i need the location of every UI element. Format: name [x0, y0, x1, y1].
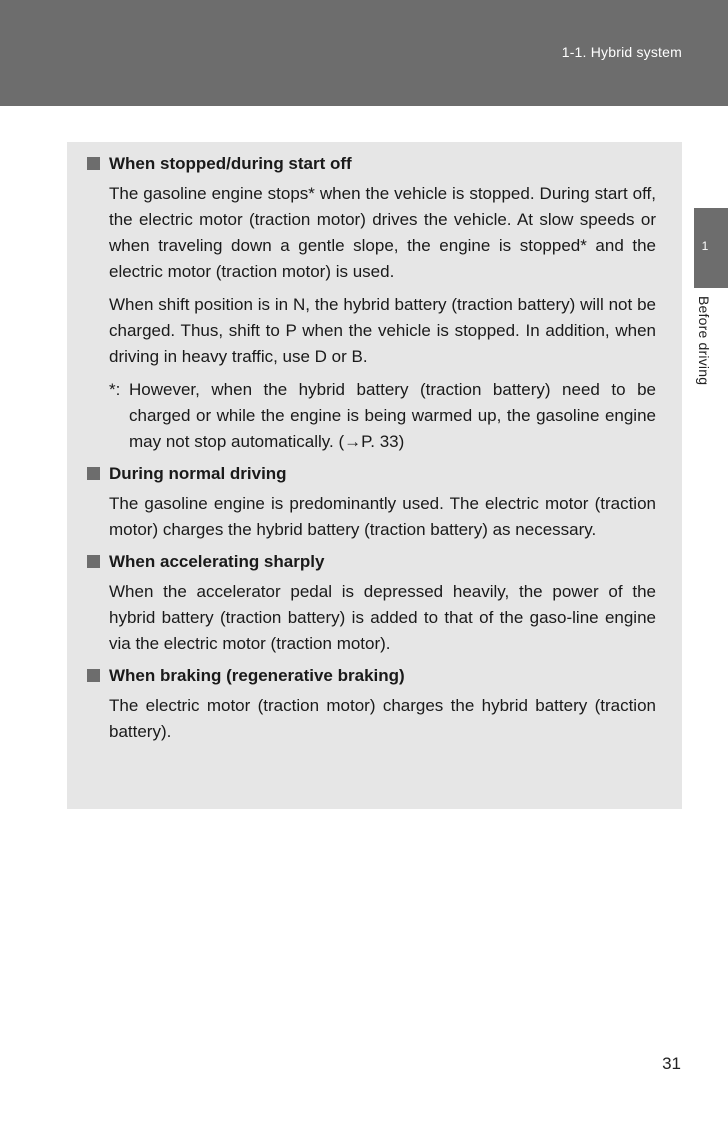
square-bullet-icon	[87, 555, 100, 568]
section-accelerating	[87, 550, 657, 657]
section-heading	[87, 152, 657, 176]
section-heading-text: During normal driving	[109, 464, 287, 483]
section-heading-text: When stopped/during start off	[109, 154, 352, 173]
paragraph: The electric motor (traction motor) charges the hybrid battery (traction battery).	[109, 696, 656, 741]
section-braking	[87, 664, 657, 745]
section-heading	[87, 550, 657, 574]
chapter-number: 1	[701, 239, 709, 253]
paragraph: The gasoline engine stops* when the vehicle is stopped. During start off, the electric motor (traction motor) drives the vehicle. At slow speeds or when traveling down a gentle slope, the engine is stopped* and the electric motor (traction motor) is used.	[109, 184, 656, 281]
footnote-mark: *:	[109, 380, 121, 399]
section-normal-driving	[87, 462, 657, 543]
square-bullet-icon	[87, 157, 100, 170]
paragraph: When shift position is in N, the hybrid battery (traction battery) will not be charged. Thus, shift to P when the vehicle is stopped. In addition, when driving in heavy traffic, use D or B.	[109, 295, 656, 366]
footnote	[109, 377, 656, 455]
section-heading	[87, 664, 657, 688]
footnote-text: However, when the hybrid battery (traction battery) need to be charged or while the engine is being warmed up, the gasoline engine may not stop automatically. (→P. 33)	[129, 380, 656, 451]
content-panel	[67, 142, 682, 809]
content-inner	[87, 152, 657, 752]
paragraph: When the accelerator pedal is depressed heavily, the power of the hybrid battery (traction battery) is added to that of the gaso-line engine via the electric motor (traction motor).	[109, 582, 656, 653]
square-bullet-icon	[87, 467, 100, 480]
chapter-label: Before driving	[696, 296, 712, 386]
square-bullet-icon	[87, 669, 100, 682]
chapter-label-container	[696, 296, 720, 426]
section-heading-text: When braking (regenerative braking)	[109, 666, 405, 685]
header-band	[0, 0, 728, 106]
section-stopped	[87, 152, 657, 455]
paragraph: The gasoline engine is predominantly used. The electric motor (traction motor) charges the hybrid battery (traction battery) as necessary.	[109, 494, 656, 539]
page-number: 31	[662, 1054, 681, 1073]
section-title: 1-1. Hybrid system	[561, 44, 682, 60]
section-heading-text: When accelerating sharply	[109, 552, 325, 571]
section-heading	[87, 462, 657, 486]
chapter-tab	[694, 208, 728, 288]
